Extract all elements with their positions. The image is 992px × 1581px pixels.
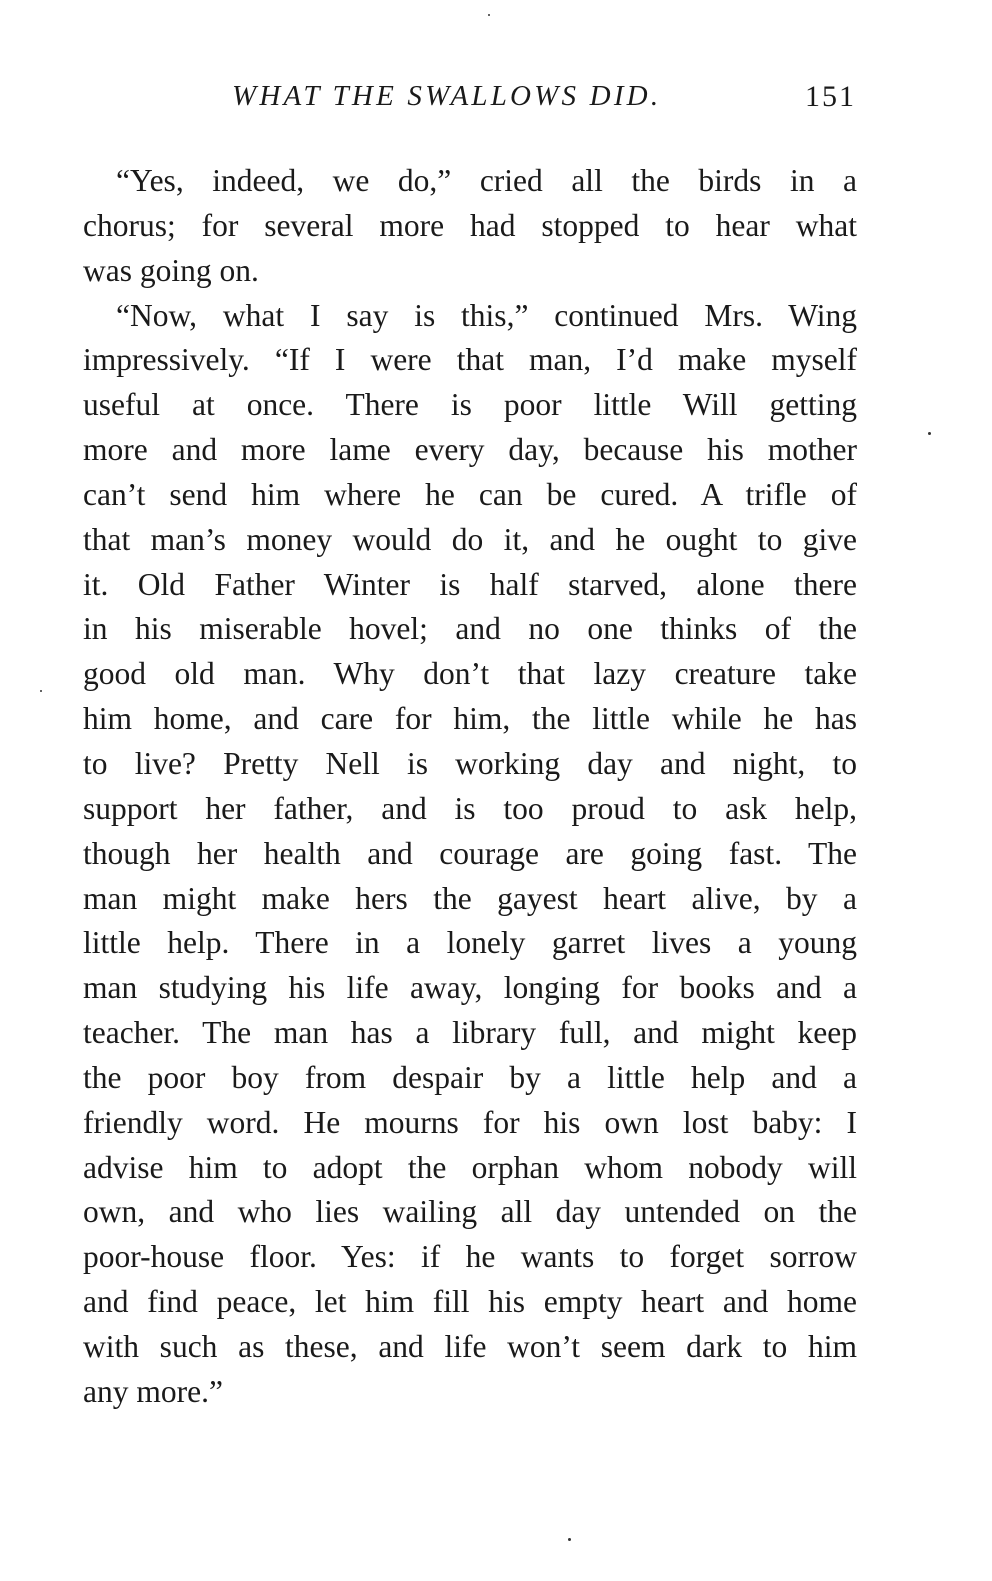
text-line: man might make hers the gayest heart alive, by a — [83, 880, 857, 916]
text-line: it. Old Father Winter is half starved, alone there — [83, 566, 857, 602]
text-line: was going on. — [83, 252, 259, 288]
text-line: friendly word. He mourns for his own lost baby: I — [83, 1104, 857, 1140]
body-text — [83, 159, 857, 1415]
text-line: with such as these, and life won’t seem dark to him — [83, 1328, 857, 1364]
scan-speck — [568, 1538, 571, 1541]
text-line: own, and who lies wailing all day untended on the — [83, 1194, 857, 1230]
text-line: more and more lame every day, because his mother — [83, 432, 857, 468]
text-line: advise him to adopt the orphan whom nobody will — [83, 1149, 857, 1185]
page-number: 151 — [805, 80, 856, 113]
text-line: “Now, what I say is this,” continued Mrs. Wing — [116, 297, 857, 333]
text-line: the poor boy from despair by a little help and a — [83, 1059, 857, 1095]
text-line: any more.” — [83, 1373, 223, 1409]
text-line: poor-house floor. Yes: if he wants to forget sorrow — [83, 1239, 857, 1275]
text-line: chorus; for several more had stopped to hear what — [83, 207, 857, 243]
text-line: support her father, and is too proud to ask help, — [83, 790, 857, 826]
text-line: though her health and courage are going fast. The — [83, 835, 857, 871]
scan-speck — [40, 690, 42, 692]
text-line: him home, and care for him, the little while he has — [83, 701, 857, 737]
text-line: to live? Pretty Nell is working day and night, to — [83, 745, 857, 781]
text-line: that man’s money would do it, and he ought to give — [83, 521, 857, 557]
text-line: teacher. The man has a library full, and might keep — [83, 1015, 857, 1051]
text-line: impressively. “If I were that man, I’d make myself — [83, 342, 857, 378]
text-line: in his miserable hovel; and no one thinks of the — [83, 611, 857, 647]
text-line: can’t send him where he can be cured. A trifle of — [83, 476, 857, 512]
text-line: good old man. Why don’t that lazy creature take — [83, 656, 857, 692]
running-title: WHAT THE SWALLOWS DID. — [232, 80, 662, 112]
text-line: little help. There in a lonely garret lives a young — [83, 925, 857, 961]
text-line: and find peace, let him fill his empty heart and home — [83, 1284, 857, 1320]
text-line: useful at once. There is poor little Will getting — [83, 387, 857, 423]
page-header — [232, 80, 856, 124]
scan-speck — [488, 14, 490, 16]
text-line: man studying his life away, longing for books and a — [83, 970, 857, 1006]
scan-speck — [928, 432, 931, 435]
text-line: “Yes, indeed, we do,” cried all the birds in a — [116, 163, 857, 198]
